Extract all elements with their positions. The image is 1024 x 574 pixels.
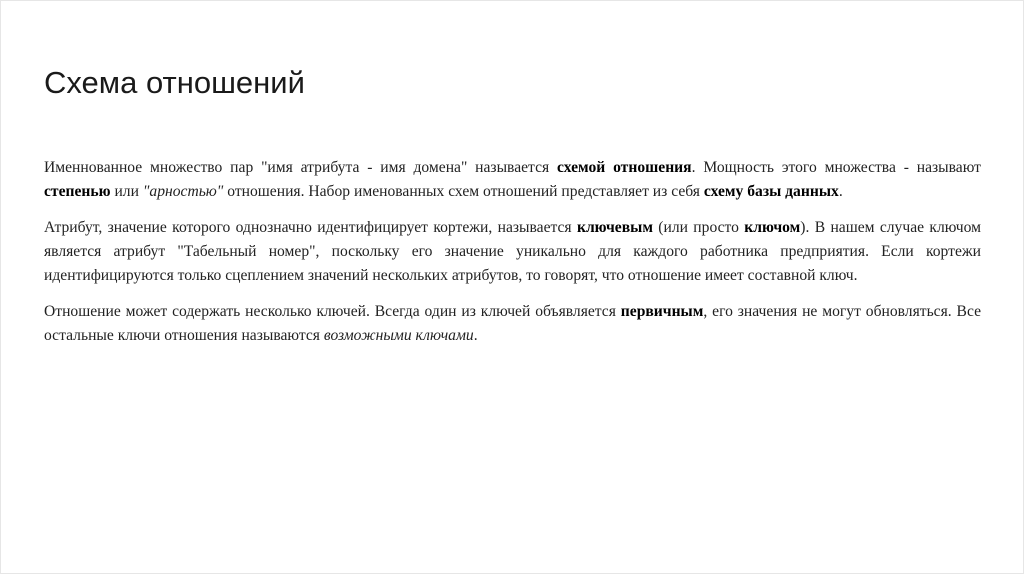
paragraph-key-definition xyxy=(44,216,981,288)
text-run: , его значения не могут обновляться. Все остальные ключи отношения называются xyxy=(44,303,981,344)
term-candidate-keys: возможными ключами xyxy=(323,327,474,344)
text-run: ). В нашем случае ключом является атрибут "Табельный номер", поскольку его значение уникально для каждого работника предприятия. Если кортежи идентифицируются только сцеплением значений нескольких атрибутов, то говорят, что отношение имеет составной ключ. xyxy=(44,219,982,284)
text-run: отношения. Набор именованных схем отношений представляет из себя xyxy=(223,183,704,200)
text-run: (или просто xyxy=(652,219,745,236)
term-key-attribute: ключевым xyxy=(576,219,653,236)
text-run: . Мощность этого множества - называют xyxy=(691,159,981,176)
term-arity: "арностью" xyxy=(142,183,224,200)
text-run: . xyxy=(473,327,478,344)
text-run: Атрибут, значение которого однозначно идентифицирует кортежи, называется xyxy=(44,219,577,236)
text-run: Именнованное множество пар "имя атрибута - имя домена" называется xyxy=(44,159,557,176)
paragraph-primary-key xyxy=(44,300,981,348)
term-degree: степенью xyxy=(44,183,111,200)
term-database-schema: схему базы данных xyxy=(703,183,839,200)
paragraph-schema-definition xyxy=(44,156,981,204)
term-key: ключом xyxy=(744,219,801,236)
text-run: . xyxy=(838,183,843,200)
term-primary-key: первичным xyxy=(620,303,704,320)
slide-title: Схема отношений xyxy=(44,65,305,100)
text-run: Отношение может содержать несколько ключей. Всегда один из ключей объявляется xyxy=(44,303,621,320)
slide-body xyxy=(44,156,981,360)
text-run: или xyxy=(110,183,143,200)
term-relation-schema: схемой отношения xyxy=(557,159,692,176)
